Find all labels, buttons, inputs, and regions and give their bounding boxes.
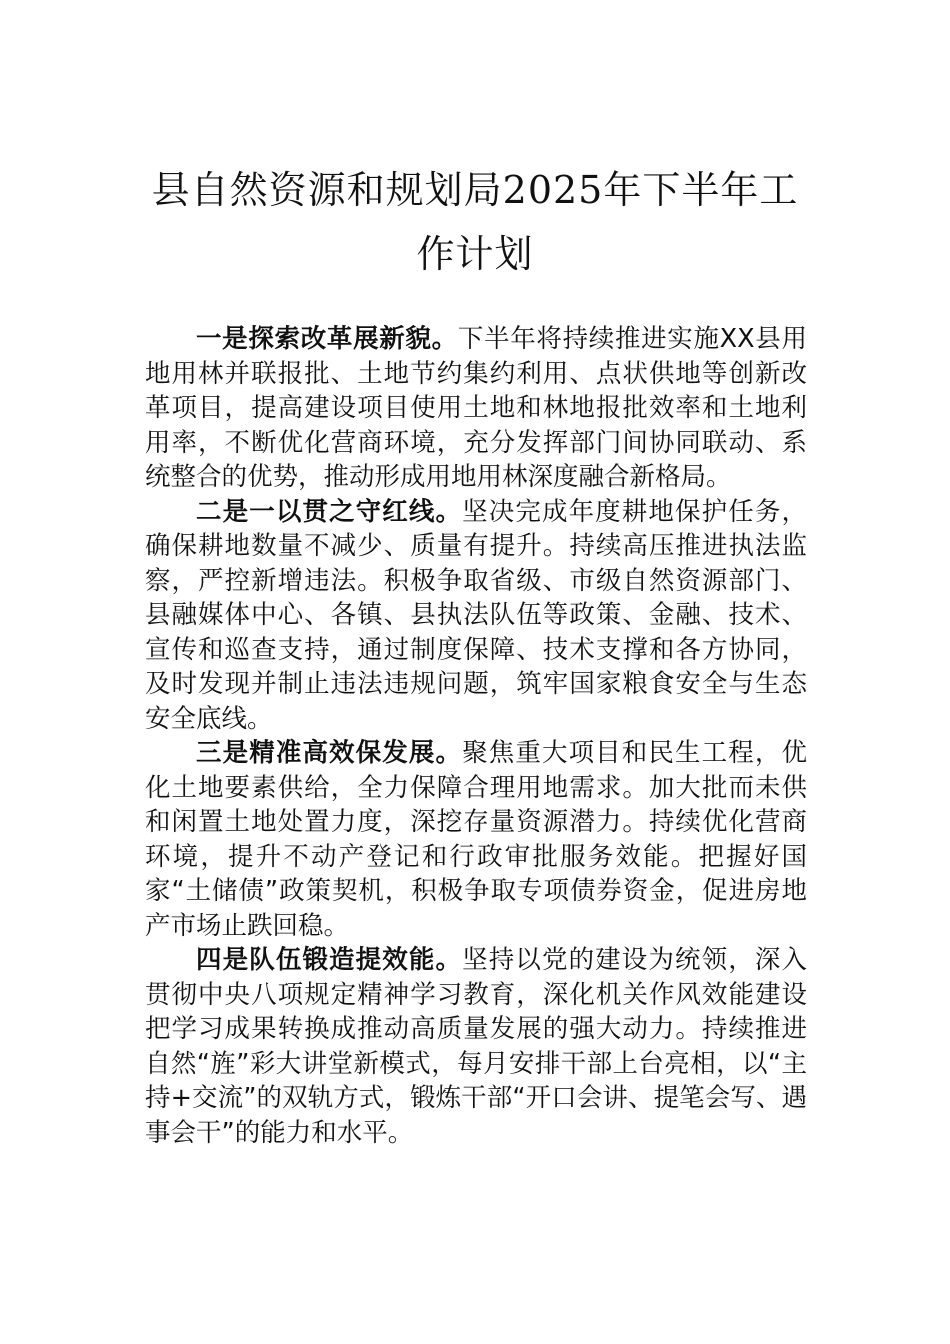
paragraph-red-line xyxy=(145,495,807,737)
paragraph-text: 坚决完成年度耕地保护任务，确保耕地数量不减少、质量有提升。持续高压推进执法监察，严控新增违法。积极争取省级、市级自然资源部门、县融媒体中心、各镇、县执法队伍等政策、金融、技术、宣传和巡查支持，通过制度保障、技术支撑和各方协同，及时发现并制止违法违规问题，筑牢国家粮食安全与生态安全底线。 xyxy=(145,496,807,734)
paragraph-lead: 三是精准高效保发展。 xyxy=(196,738,463,768)
paragraph-text: 坚持以党的建设为统领，深入贯彻中央八项规定精神学习教育，深化机关作风效能建设把学习成果转换成推动高质量发展的强大动力。持续推进自然“旌”彩大讲堂新模式，每月安排干部上台亮相，以“主持+交流”的双轨方式，锻炼干部“开口会讲、提笔会写、遇事会干”的能力和水平。 xyxy=(145,945,807,1148)
paragraph-text: 聚焦重大项目和民生工程，优化土地要素供给，全力保障合理用地需求。加大批而未供和闲置土地处置力度，深挖存量资源潜力。持续优化营商环境，提升不动产登记和行政审批服务效能。把握好国家“土储债”政策契机，积极争取专项债券资金，促进房地产市场止跌回稳。 xyxy=(145,738,807,941)
paragraph-lead: 二是一以贯之守红线。 xyxy=(196,496,463,527)
paragraph-reform xyxy=(145,322,807,495)
document-body xyxy=(145,322,807,1150)
paragraph-lead: 一是探索改革展新貌。 xyxy=(196,324,458,354)
paragraph-development xyxy=(145,736,807,943)
paragraph-team xyxy=(145,943,807,1150)
document-title: 县自然资源和规划局2025年下半年工作计划 xyxy=(151,168,799,276)
paragraph-text: 下半年将持续推进实施XX县用地用林并联报批、土地节约集约利用、点状供地等创新改革项目，提高建设项目使用土地和林地报批效率和土地利用率，不断优化营商环境，充分发挥部门间协同联动、系统整合的优势，推动形成用地用林深度融合新格局。 xyxy=(145,324,807,492)
paragraph-lead: 四是队伍锻造提效能。 xyxy=(196,945,463,975)
